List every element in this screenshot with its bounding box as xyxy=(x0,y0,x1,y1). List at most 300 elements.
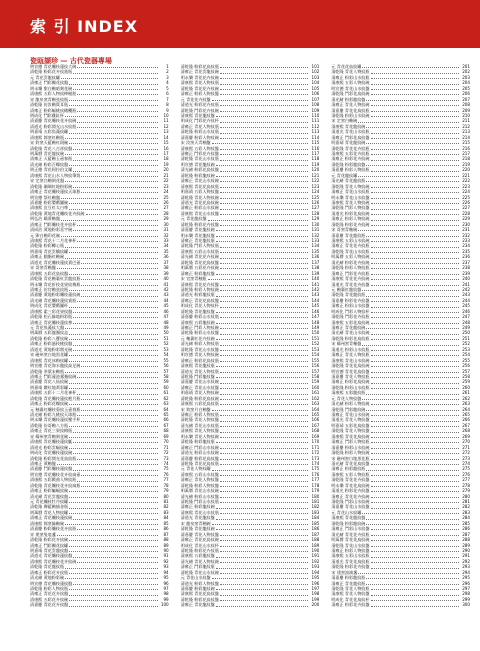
entry-title: 清雍正 粉彩人物紋盤 xyxy=(180,91,219,97)
leader-dots xyxy=(69,355,158,356)
leader-dots xyxy=(371,171,460,172)
entry-page-number: 158 xyxy=(311,373,320,379)
entry-title: 清光緒 粉彩花卉紋碗 xyxy=(331,259,370,265)
entry-title: 清雍正 粉彩花卉紋盤 xyxy=(331,602,370,608)
entry-page-number: 48 xyxy=(163,319,169,325)
entry-page-number: 217 xyxy=(462,151,471,156)
entry-title: 清康熙 青花纏枝蓮紋觚 xyxy=(30,439,73,445)
entry-title: 明成化 鬥彩人物紋杯 xyxy=(331,308,370,314)
entry-page-number: 99 xyxy=(163,596,169,602)
entry-page-number: 246 xyxy=(462,308,471,314)
leader-dots xyxy=(371,448,460,449)
entry-page-number: 140 xyxy=(311,276,320,282)
leader-dots xyxy=(69,105,158,106)
entry-title: 明永樂 青花花卉紋碗 xyxy=(180,74,219,80)
leader-dots xyxy=(65,138,158,139)
leader-dots xyxy=(220,111,309,112)
leader-dots xyxy=(220,388,309,389)
entry-title: 清康熙 豇豆紅太白尊 xyxy=(30,205,69,211)
entry-title: 清乾隆 鬥彩山水紋碗 xyxy=(331,499,370,504)
section-title: 瓷瓯撷珍 — 古代瓷器專場 xyxy=(30,57,112,65)
entry-title: 清乾隆 仿哥釉八方瓶 xyxy=(30,422,69,428)
index-entry xyxy=(181,602,320,607)
entry-title: 清雍正 粉彩龍紋碗 xyxy=(180,504,215,510)
leader-dots xyxy=(81,285,157,286)
entry-page-number: 163 xyxy=(311,401,320,407)
entry-title: 清乾隆 鬥彩花卉紋瓶 xyxy=(331,314,370,320)
leader-dots xyxy=(371,568,460,569)
leader-dots xyxy=(69,143,158,144)
entry-page-number: 133 xyxy=(311,238,320,243)
entry-page-number: 247 xyxy=(462,314,471,320)
leader-dots xyxy=(220,105,309,106)
entry-page-number: 257 xyxy=(462,368,471,374)
leader-dots xyxy=(220,497,309,498)
leader-dots xyxy=(216,377,309,378)
entry-page-number: 98 xyxy=(163,591,169,597)
entry-title: 清乾隆 粉彩花鳥紋瓶 xyxy=(180,64,219,69)
leader-dots xyxy=(212,410,309,411)
entry-title: 清雍正 青花人物紋瓶 xyxy=(180,123,219,129)
leader-dots xyxy=(220,122,309,123)
leader-dots xyxy=(69,437,158,438)
entry-title: 清雍正 粉彩花卉紋瓶 xyxy=(30,569,69,575)
leader-dots xyxy=(371,377,460,378)
entry-title: 明永樂 甜白釉暗刻花碗 xyxy=(30,85,73,91)
entry-title: 清光緒 粉彩百蝶紋盤 xyxy=(30,161,69,167)
entry-title: 清雍正 青花龍紋瓶 xyxy=(180,238,215,243)
entry-title: 清道光 粉彩山水紋碗 xyxy=(180,450,219,456)
entry-title: 明嘉靖 五彩魚藻紋罐 xyxy=(30,129,69,135)
entry-title: 宋 耀州窯青釉盤 xyxy=(331,341,362,347)
entry-title: 清乾隆 青花八吉祥紋盤 xyxy=(30,145,73,151)
entry-title: 宋 定窯白釉碗 xyxy=(331,118,358,124)
entry-page-number: 227 xyxy=(462,205,471,211)
entry-title: 清康熙 青花花卉紋碗 xyxy=(331,276,370,282)
entry-page-number: 96 xyxy=(163,580,169,586)
entry-title: 清雍正 青花山水紋瓶 xyxy=(331,189,370,195)
entry-title: 明萬曆 青花山水紋碗 xyxy=(180,488,219,494)
leader-dots xyxy=(77,415,157,416)
entry-title: 清雍正 粉彩人物紋碗 xyxy=(331,216,370,222)
entry-title: 清嘉慶 粉彩花鳥紋盤 xyxy=(180,455,219,461)
entry-title: 清雍正 青花山水紋碗 xyxy=(331,412,370,417)
entry-page-number: 43 xyxy=(163,292,169,298)
leader-dots xyxy=(69,334,158,335)
entry-page-number: 175 xyxy=(311,466,320,472)
leader-dots xyxy=(371,350,460,351)
entry-page-number: 74 xyxy=(163,460,169,466)
entry-page-number: 260 xyxy=(462,384,471,390)
leader-dots xyxy=(371,606,460,607)
leader-dots xyxy=(366,127,459,128)
entry-title: 清乾隆 青花人物紋碗 xyxy=(180,194,219,200)
leader-dots xyxy=(216,557,309,558)
entry-page-number: 262 xyxy=(462,395,471,401)
leader-dots xyxy=(371,453,460,454)
entry-page-number: 203 xyxy=(462,74,471,80)
entry-title: 明嘉靖 礬紅地黃彩罐 xyxy=(30,384,69,390)
leader-dots xyxy=(220,394,309,395)
entry-title: 元 青花花鳥紋罐 xyxy=(331,64,362,69)
entry-page-number: 275 xyxy=(462,466,471,472)
entry-page-number: 263 xyxy=(462,401,471,407)
leader-dots xyxy=(77,562,157,563)
leader-dots xyxy=(73,149,157,150)
entry-page-number: 151 xyxy=(311,335,320,341)
entry-title: 清乾隆 粉彩龍紋瓶 xyxy=(180,439,215,445)
entry-title: 明嘉靖 五彩花鳥紋盤 xyxy=(331,422,370,428)
entry-page-number: 129 xyxy=(311,216,320,222)
entry-page-number: 147 xyxy=(311,314,320,320)
leader-dots xyxy=(77,241,157,242)
leader-dots xyxy=(216,508,309,509)
leader-dots xyxy=(69,540,158,541)
entry-title: 明成化 青花人物紋杯 xyxy=(180,303,219,309)
leader-dots xyxy=(69,491,158,492)
leader-dots xyxy=(371,209,460,210)
leader-dots xyxy=(220,73,309,74)
entry-page-number: 293 xyxy=(462,564,471,570)
leader-dots xyxy=(220,415,309,416)
entry-title: 明永樂 青花折枝花果紋梅瓶 xyxy=(30,281,81,287)
leader-dots xyxy=(73,453,157,454)
entry-title: 元 青花人物紋罐 xyxy=(180,466,211,472)
leader-dots xyxy=(371,388,460,389)
entry-page-number: 267 xyxy=(462,422,471,428)
leader-dots xyxy=(220,584,309,585)
leader-dots xyxy=(371,133,460,134)
leader-dots xyxy=(220,491,309,492)
entry-page-number: 252 xyxy=(462,341,471,347)
leader-dots xyxy=(73,557,157,558)
leader-dots xyxy=(77,225,157,226)
leader-dots xyxy=(371,252,460,253)
leader-dots xyxy=(366,519,459,520)
entry-page-number: 150 xyxy=(311,330,320,336)
leader-dots xyxy=(69,361,158,362)
leader-dots xyxy=(220,448,309,449)
entry-title: 清雍正 粉彩花鳥紋瓶 xyxy=(180,357,219,363)
leader-dots xyxy=(371,323,460,324)
entry-page-number: 53 xyxy=(163,346,169,352)
entry-page-number: 160 xyxy=(311,384,320,390)
leader-dots xyxy=(371,138,460,139)
leader-dots xyxy=(69,589,158,590)
leader-dots xyxy=(358,122,459,123)
leader-dots xyxy=(73,345,157,346)
entry-title: 清道光 粉彩雲蝠紋碗 xyxy=(30,444,69,450)
entry-title: 明永樂 青花花鳥紋碗 xyxy=(331,482,370,488)
leader-dots xyxy=(366,410,459,411)
entry-page-number: 231 xyxy=(462,227,471,233)
entry-title: 明宣德 青花山水紋盤 xyxy=(331,85,370,91)
leader-dots xyxy=(73,73,157,74)
entry-page-number: 248 xyxy=(462,319,471,325)
entry-page-number: 77 xyxy=(163,477,169,483)
entry-title: 清乾隆 粉彩龍紋碗 xyxy=(180,172,215,178)
entry-title: 清雍正 青花三果紋梅瓶 xyxy=(30,428,73,434)
entry-title: 清光緒 青花山水紋碗 xyxy=(331,330,370,336)
entry-title: 清雍正 青花雲龍紋碗 xyxy=(180,69,219,75)
entry-page-number: 289 xyxy=(462,542,471,548)
leader-dots xyxy=(371,105,460,106)
leader-dots xyxy=(220,350,309,351)
entry-title: 明萬曆 青花花鳥紋碗 xyxy=(331,537,370,543)
leader-dots xyxy=(61,220,158,221)
leader-dots xyxy=(69,133,158,134)
leader-dots xyxy=(77,481,157,482)
entry-page-number: 85 xyxy=(163,520,169,526)
leader-dots xyxy=(220,160,309,161)
entry-title: 清乾隆 青花花鳥紋盤 xyxy=(180,259,219,265)
leader-dots xyxy=(69,551,158,552)
entry-page-number: 274 xyxy=(462,460,471,466)
entry-title: 清雍正 粉彩山水紋碗 xyxy=(180,205,219,211)
entry-page-number: 230 xyxy=(462,221,471,227)
leader-dots xyxy=(366,524,459,525)
leader-dots xyxy=(86,214,158,215)
entry-page-number: 19 xyxy=(163,161,169,167)
entry-title: 宋 鈞窯天藍釉紅斑碗 xyxy=(30,140,69,146)
entry-title: 清嘉慶 粉彩纏枝花卉紋瓶 xyxy=(30,526,77,532)
entry-title: 明正德 青花阿拉伯文罐 xyxy=(30,167,73,173)
entry-page-number: 193 xyxy=(311,564,320,570)
entry-title: 清道光 青花纏枝蓮紋盤 xyxy=(30,553,73,559)
entry-page-number: 299 xyxy=(462,596,471,602)
entry-page-number: 298 xyxy=(462,591,471,597)
entry-page-number: 208 xyxy=(462,102,471,108)
leader-dots xyxy=(69,497,158,498)
leader-dots xyxy=(73,470,157,471)
leader-dots xyxy=(220,328,309,329)
leader-dots xyxy=(73,432,157,433)
entry-page-number: 92 xyxy=(163,558,169,564)
entry-title: 清光緒 青花人物紋碗 xyxy=(180,558,219,564)
leader-dots xyxy=(220,334,309,335)
entry-page-number: 121 xyxy=(311,172,320,178)
entry-title: 清乾隆 粉彩花卉紋碗 xyxy=(331,221,370,227)
entry-title: 元 釉裏紅花卉紋碗 xyxy=(180,335,215,341)
entry-title: 清康熙 五彩人物紋瓶 xyxy=(331,471,370,477)
leader-dots xyxy=(73,171,157,172)
entry-page-number: 253 xyxy=(462,346,471,352)
entry-page-number: 204 xyxy=(462,80,471,86)
entry-title: 清雍正 鬥彩山水紋盤 xyxy=(331,526,370,532)
entry-title: 清康熙 青花山水人物紋筆筒 xyxy=(30,172,81,178)
entry-title: 清雍正 仿官釉弦紋瓶 xyxy=(30,286,69,292)
leader-dots xyxy=(371,154,460,155)
entry-page-number: 155 xyxy=(311,357,320,363)
entry-title: 清康熙 五彩山水紋瓶 xyxy=(331,553,370,559)
entry-title: 明萬曆 青花龍紋碗 xyxy=(30,151,65,156)
leader-dots xyxy=(73,312,157,313)
entry-page-number: 219 xyxy=(462,161,471,167)
entry-title: 清乾隆 粉彩人物紋瓶 xyxy=(331,265,370,271)
entry-title: 清康熙 青花山水紋瓶 xyxy=(180,509,219,515)
leader-dots xyxy=(362,513,459,514)
entry-title: 清乾隆 鬥彩龍紋碗 xyxy=(331,406,366,412)
leader-dots xyxy=(216,236,309,237)
entry-title: 清康熙 五彩花鳥紋瓶 xyxy=(180,401,219,407)
entry-title: 清雍正 粉彩人物紋盤 xyxy=(331,547,370,553)
leader-dots xyxy=(216,589,309,590)
leader-dots xyxy=(216,241,309,242)
entry-title: 清康熙 郎窯紅釉瓶 xyxy=(30,134,65,140)
entry-page-number: 44 xyxy=(163,297,169,303)
entry-title: 元 青花山水紋盤 xyxy=(180,575,211,581)
entry-page-number: 105 xyxy=(311,85,320,91)
leader-dots xyxy=(57,464,158,465)
entry-page-number: 277 xyxy=(462,477,471,483)
entry-title: 清雍正 青花山水紋盤 xyxy=(180,384,219,390)
entry-page-number: 251 xyxy=(462,335,471,341)
entry-page-number: 131 xyxy=(311,227,320,233)
entry-page-number: 75 xyxy=(163,466,169,472)
entry-title: 清康熙 五彩人物紋棒槌瓶 xyxy=(30,91,77,97)
entry-title: 清乾隆 青花人物紋瓶 xyxy=(331,69,370,75)
entry-title: 清嘉慶 青花花鳥紋瓶 xyxy=(331,107,370,113)
entry-title: 清乾隆 粉彩龍紋碗 xyxy=(331,520,366,526)
entry-title: 清康熙 青花人物紋碗 xyxy=(331,199,370,205)
entry-page-number: 101 xyxy=(311,64,320,69)
entry-page-number: 128 xyxy=(311,210,320,216)
entry-page-number: 282 xyxy=(462,504,471,510)
entry-title: 清光緒 青花花卉紋碗 xyxy=(180,254,219,260)
leader-dots xyxy=(220,214,309,215)
entry-title: 清乾隆 粉彩山水紋碗 xyxy=(331,112,370,118)
index-column-2 xyxy=(181,64,320,639)
leader-dots xyxy=(77,301,157,302)
entry-page-number: 276 xyxy=(462,471,471,477)
entry-title: 明嘉靖 青花雲鶴紋罐 xyxy=(30,248,69,254)
leader-dots xyxy=(73,187,157,188)
entry-title: 清道光 青花花鳥紋碗 xyxy=(180,199,219,205)
entry-page-number: 184 xyxy=(311,515,320,521)
entry-title: 清乾隆 青花花卉紋瓶 xyxy=(331,145,370,151)
entry-page-number: 91 xyxy=(163,553,169,559)
entry-title: 清雍正 粉彩龍紋瓶 xyxy=(331,466,366,472)
entry-title: 清乾隆 鬥彩人物紋瓶 xyxy=(180,243,219,249)
leader-dots xyxy=(220,562,309,563)
leader-dots xyxy=(220,551,309,552)
leader-dots xyxy=(81,279,157,280)
entry-page-number: 225 xyxy=(462,194,471,200)
entry-page-number: 136 xyxy=(311,254,320,260)
entry-title: 清乾隆 仿汝釉貫耳瓶 xyxy=(30,102,69,108)
entry-title: 清康熙 郎窯綠釉碗 xyxy=(30,520,65,526)
leader-dots xyxy=(73,584,157,585)
entry-title: 清嘉慶 粉彩人物紋碗 xyxy=(180,134,219,140)
entry-page-number: 201 xyxy=(462,64,471,69)
entry-title: 清乾隆 粉彩龍紋盤 xyxy=(331,161,366,167)
entry-title: 宋 汝窯天青釉盤 xyxy=(180,140,211,146)
entry-title: 清康熙 五彩花卉紋碗 xyxy=(30,596,69,602)
entry-title: 清康熙 青花冰梅紋罐 xyxy=(30,357,69,363)
entry-title: 清乾隆 粉彩人物紋瓶 xyxy=(30,586,69,591)
leader-dots xyxy=(362,399,459,400)
leader-dots xyxy=(212,470,309,471)
leader-dots xyxy=(73,519,157,520)
entry-page-number: 41 xyxy=(163,281,169,287)
leader-dots xyxy=(73,317,157,318)
entry-page-number: 14 xyxy=(163,134,169,140)
entry-title: 清嘉慶 青花人物紋瓶 xyxy=(331,373,370,379)
entry-title: 清道光 青花纏枝蓮紋賁巴壺 xyxy=(30,259,81,265)
entry-title: 清康熙 青花十二月花神杯 xyxy=(30,238,77,243)
leader-dots xyxy=(220,149,309,150)
entry-page-number: 13 xyxy=(163,129,169,135)
entry-page-number: 34 xyxy=(163,243,169,249)
entry-title: 明成化 青花嬰戲圖杯 xyxy=(30,303,69,309)
entry-page-number: 162 xyxy=(311,395,320,401)
leader-dots xyxy=(358,230,459,231)
leader-dots xyxy=(57,535,158,536)
entry-page-number: 58 xyxy=(163,373,169,379)
entry-title: 清雍正 天藍釉玉壺春瓶 xyxy=(30,156,73,162)
entry-page-number: 176 xyxy=(311,471,320,477)
entry-title: 清康熙 五彩龍紋盤 xyxy=(180,553,215,559)
entry-title: 清乾隆 青花釉裏紅雲龍紋瓶 xyxy=(30,276,81,282)
leader-dots xyxy=(220,187,309,188)
entry-page-number: 93 xyxy=(163,564,169,570)
leader-dots xyxy=(371,84,460,85)
leader-dots xyxy=(77,111,157,112)
leader-dots xyxy=(366,328,459,329)
entry-page-number: 148 xyxy=(311,319,320,325)
leader-dots xyxy=(220,464,309,465)
entry-page-number: 141 xyxy=(311,281,320,287)
entry-page-number: 255 xyxy=(462,357,471,363)
entry-page-number: 39 xyxy=(163,270,169,276)
entry-title: 清康熙 青花人物紋瓶 xyxy=(180,80,219,86)
entry-title: 元 釉裏紅纏枝菊紋玉壺春瓶 xyxy=(30,406,81,412)
leader-dots xyxy=(216,165,309,166)
leader-dots xyxy=(69,546,158,547)
leader-dots xyxy=(220,502,309,503)
leader-dots xyxy=(220,355,309,356)
entry-title: 清乾隆 青花龍紋瓶 xyxy=(331,292,366,298)
leader-dots xyxy=(216,529,309,530)
leader-dots xyxy=(371,383,460,384)
leader-dots xyxy=(371,149,460,150)
entry-title: 清康熙 五彩戲曲人物紋瓶 xyxy=(30,477,77,483)
entry-page-number: 84 xyxy=(163,515,169,521)
entry-title: 清光緒 青花山水紋瓶 xyxy=(180,422,219,428)
entry-title: 清嘉慶 粉彩山水紋瓶 xyxy=(180,314,219,320)
entry-title: 清嘉慶 粉彩花卉紋盤 xyxy=(331,297,370,303)
entry-title: 清乾隆 松石綠地粉彩瓶 xyxy=(30,314,73,320)
entry-page-number: 214 xyxy=(462,134,471,140)
entry-title: 清光緒 粉彩人物紋碗 xyxy=(331,401,370,407)
entry-page-number: 297 xyxy=(462,586,471,591)
entry-page-number: 97 xyxy=(163,586,169,591)
entry-page-number: 103 xyxy=(311,74,320,80)
entry-title: 清乾隆 珊瑚紅地粉彩碗 xyxy=(30,183,73,189)
entry-title: 清乾隆 茶葉末釉瓶 xyxy=(30,368,65,374)
leader-dots xyxy=(220,225,309,226)
leader-dots xyxy=(220,181,309,182)
leader-dots xyxy=(220,258,309,259)
entry-title: 元 青花纏枝牡丹紋罐 xyxy=(30,499,69,504)
entry-page-number: 120 xyxy=(311,167,320,173)
leader-dots xyxy=(65,116,158,117)
leader-dots xyxy=(371,426,460,427)
entry-title: 明宣德 青花花鳥紋盤 xyxy=(331,368,370,374)
leader-dots xyxy=(216,519,309,520)
entry-title: 明成化 鬥彩花卉紋杯 xyxy=(180,118,219,124)
entry-page-number: 224 xyxy=(462,189,471,195)
